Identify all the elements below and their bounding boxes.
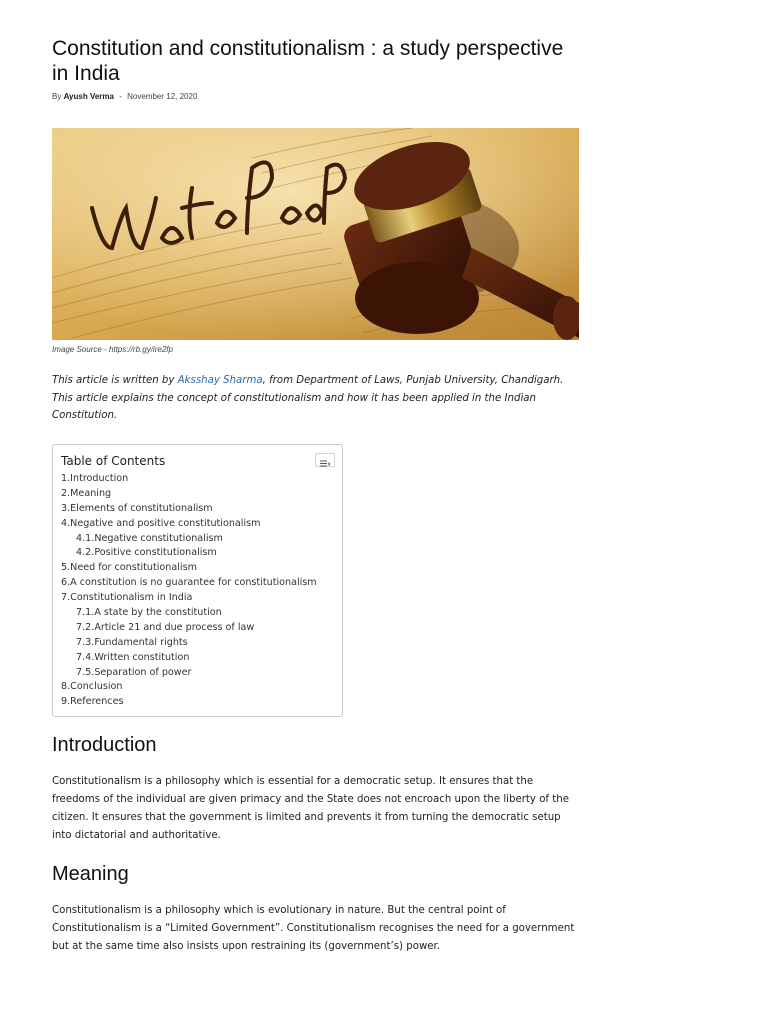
heading-meaning: Meaning [52,863,129,885]
toc-item-label[interactable]: Meaning [70,487,112,499]
toc-item[interactable] [53,606,342,621]
toc-item-label[interactable]: References [70,696,124,708]
toc-item[interactable] [53,695,342,710]
toc-item-label[interactable]: Positive constitutionalism [94,547,217,559]
toc-item-number: 7.1. [76,607,95,619]
author-link[interactable]: Ayush Verma [63,92,114,101]
toc-item[interactable] [53,487,342,502]
toc-item-number: 7. [61,592,71,604]
toc-item-label[interactable]: Fundamental rights [94,636,188,648]
toc-item-label[interactable]: Constitutionalism in India [70,592,193,604]
toc-item-number: 2. [61,487,71,499]
list-toggle-icon[interactable] [315,453,335,467]
meaning-body: Constitutionalism is a philosophy which is evolutionary in nature. But the central point of Constitutionalism is a “Limited Government”. Constitutionalism recognises the need for a government but at the same time also insists upon restraining its (government’s) power. [52,905,575,952]
publish-date: November 12, 2020 [127,92,198,101]
toc-item-number: 8. [61,681,71,693]
toc-item[interactable] [53,636,342,651]
toc-item-number: 6. [61,577,71,589]
toc-item[interactable] [53,591,342,606]
toc-item[interactable] [53,561,342,576]
toc-item[interactable] [53,621,342,636]
toc-item-number: 4.1. [76,532,95,544]
toc-item[interactable] [53,532,342,547]
image-caption: Image Source - https://rb.gy/ire2fp [52,345,173,354]
byline [52,92,197,101]
introduction-body: Constitutionalism is a philosophy which is essential for a democratic setup. It ensures that the freedoms of the individual are given primacy and the State does not encroach upon the liberty of the citizen. It ensures that the government is limited and prevents it from turning the democratic setup into dictatorial and authoritative. [52,776,569,841]
toc-list [53,472,342,710]
toc-item-label[interactable]: Separation of power [94,666,192,678]
author-note-prefix: This article is written by [52,375,178,386]
toc-item[interactable] [53,576,342,591]
toc-item[interactable] [53,651,342,666]
toc-item-label[interactable]: Introduction [70,473,129,484]
toc-item-label[interactable]: A constitution is no guarantee for constitutionalism [70,577,317,589]
toc-item-number: 3. [61,502,71,514]
note-author-link[interactable]: Aksshay Sharma [177,375,263,386]
toc-item[interactable] [53,666,342,681]
toc-item-number: 7.4. [76,651,95,663]
toc-item-number: 7.5. [76,666,95,678]
byline-by: By [52,92,62,101]
toc-item-label[interactable]: Elements of constitutionalism [70,502,213,514]
toc-item-label[interactable]: Written constitution [94,651,190,663]
author-note [52,372,582,425]
heading-introduction: Introduction [52,734,157,756]
toc-item-label[interactable]: Negative constitutionalism [94,532,223,544]
toc-item-label[interactable]: A state by the constitution [94,607,222,619]
toc-item[interactable] [53,680,342,695]
author-note-suffix: , from Department of Laws, Punjab University, Chandigarh. This article explains the concept of constitutionalism and how it has been applied in the Indian Constitution. [52,375,564,422]
toc-item[interactable] [53,517,342,532]
toc-item-number: 1. [61,473,71,484]
table-of-contents [52,444,343,717]
toc-item-number: 7.2. [76,621,95,633]
toc-item-number: 5. [61,562,71,574]
article-title: Constitution and constitutionalism : a study perspective in India [52,37,564,85]
hero-image [52,128,579,340]
toc-title: Table of Contents [61,454,166,468]
toc-item[interactable] [53,472,342,487]
toc-item-number: 4.2. [76,547,95,559]
toc-item[interactable] [53,546,342,561]
toc-item-label[interactable]: Conclusion [70,681,123,693]
toc-item-number: 7.3. [76,636,95,648]
toc-item-number: 9. [61,696,71,708]
byline-separator: - [119,92,122,101]
toc-item-label[interactable]: Article 21 and due process of law [94,621,255,633]
toc-item-label[interactable]: Need for constitutionalism [70,562,197,574]
toc-item-number: 4. [61,517,71,529]
toc-item-label[interactable]: Negative and positive constitutionalism [70,517,261,529]
toc-item[interactable] [53,502,342,517]
